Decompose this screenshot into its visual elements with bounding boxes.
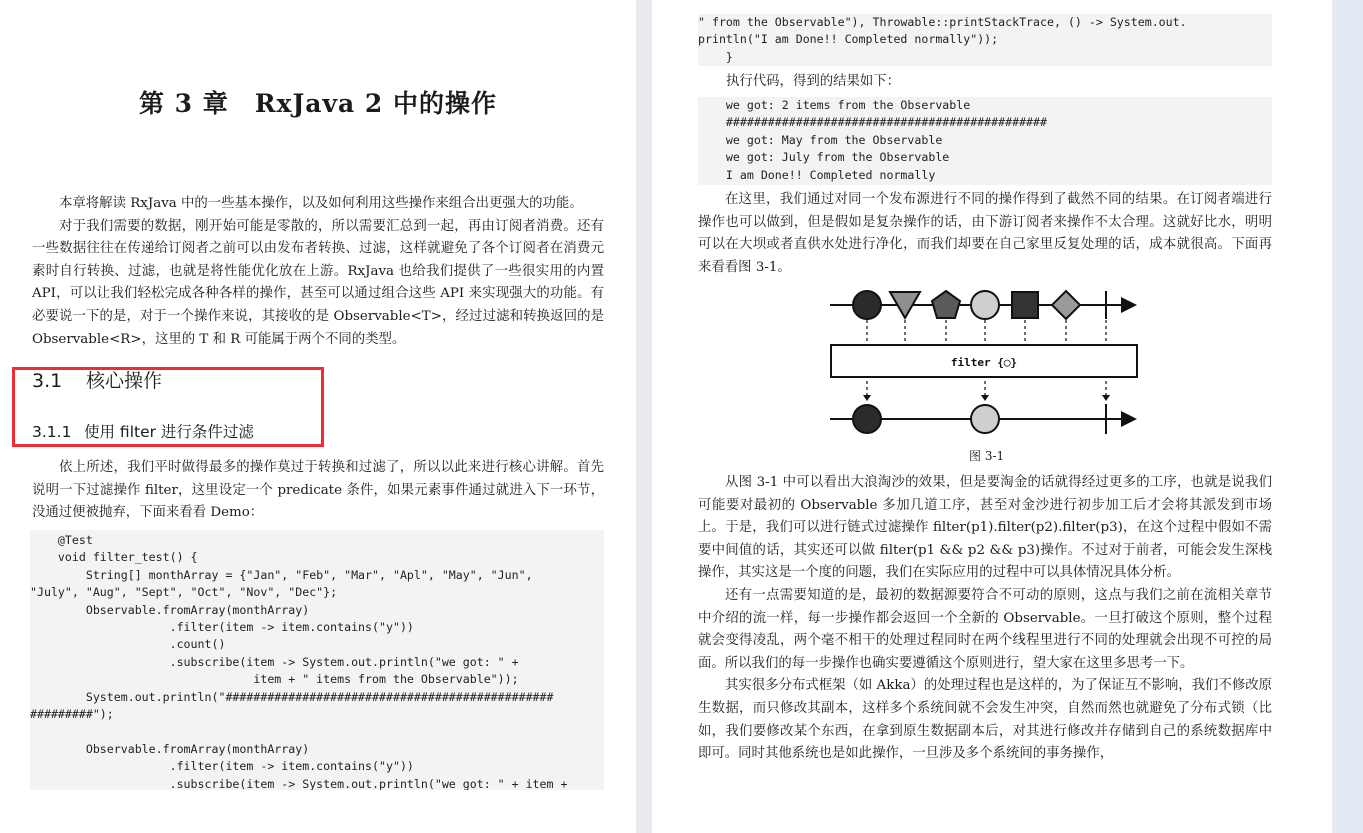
marble-pentagon bbox=[932, 291, 960, 318]
output-block: we got: 2 items from the Observable ############################################## we got: May from the Observable we got: July from the Observable I am Done!! Completed normally bbox=[698, 97, 1272, 185]
marble-dark-circle bbox=[853, 291, 881, 319]
marble-square bbox=[1012, 292, 1038, 318]
section-number: 3.1 bbox=[32, 370, 63, 392]
highlight-annotation-box bbox=[12, 367, 324, 447]
viewer-right-sidebar bbox=[1332, 0, 1363, 833]
output-marble-light-circle bbox=[971, 405, 999, 433]
paragraph-2: 从图 3-1 中可以看出大浪淘沙的效果，但是要淘金的话就得经过更多的工序，也就是说我们可能要对最初的 Observable 多加几道工序，甚至对金沙进行初步加工后才会将其派发到市场上。于是，我们可以进行链式过滤操作 filter(p1).filter(p2).filter(p3)，在这个过程中假如不需要中间值的话，其实还可以做 filter(p1 && p2 && p3)操作。不过对于前者，可能会发生深栈操作，其实这是一个度的问题，我们在实际应用的过程中可以具体情况具体分析。 bbox=[698, 475, 1272, 581]
run-label: 执行代码，得到的结果如下： bbox=[726, 74, 901, 89]
body-paragraphs bbox=[698, 472, 1272, 766]
paragraph-1-text: 在这里，我们通过对同一个发布源进行不同的操作得到了截然不同的结果。在订阅者端进行操作也可以做到，但是假如是复杂操作的话，由下游订阅者来操作不太合理。这就好比水，明明可以在大坝或者直供水处进行净化，而我们却要在自己家里反复处理的话，成本就很高。下面再来看看图 3-1。 bbox=[698, 192, 1272, 275]
chapter-title: 第 3 章 RxJava 2 中的操作 bbox=[138, 89, 498, 118]
intro-paragraph-2: 对于我们需要的数据，刚开始可能是零散的，所以需要汇总到一起，再由订阅者消费。还有一些数据往往在传递给订阅者之前可以由发布者转换、过滤，这样就避免了各个订阅者在消费元素时自行转换、过滤，也就是将性能优化放在上游。RxJava 也给我们提供了一些很实用的内置 API，可以让我们轻松完成各种各样的操作，甚至可以通过组合这些 API 来实现强大的功能。有必要说一下的是，对于一个操作来说，其接收的是 Observable<T>，经过过滤和转换返回的是 Observable<R>，这里的 T 和 R 可能属于两个不同的类型。 bbox=[32, 218, 604, 347]
filter-intro-paragraph bbox=[32, 457, 604, 525]
output-marble-dark-circle bbox=[853, 405, 881, 433]
figure-3-1-marble-diagram bbox=[830, 287, 1140, 442]
code-block-continued: " from the Observable"), Throwable::printStackTrace, () -> System.out. println("I am Done!! Completed normally")); } bbox=[698, 14, 1272, 66]
filter-operator-label: filter {◯} bbox=[950, 356, 1018, 369]
paragraph-3: 还有一点需要知道的是，最初的数据源要符合不可动的原则，这点与我们之前在流相关章节中介绍的流一样，每一步操作都会返回一个全新的 Observable。一旦打破这个原则，整个过程就会变得凌乱，两个毫不相干的处理过程同时在两个线程里进行不同的处理就会出现不可控的局面。所以我们的每一步操作也确实要遵循这个原则进行，望大家在这里多思考一下。 bbox=[698, 587, 1272, 671]
section-title: 核心操作 bbox=[86, 370, 163, 392]
marble-diamond bbox=[1052, 291, 1080, 319]
page-gutter bbox=[636, 0, 652, 833]
code-block-filter-test: @Test void filter_test() { String[] monthArray = {"Jan", "Feb", "Mar", "Apl", "May", "Jun", "July", "Aug", "Sept", "Oct", "Nov", "Dec"}; Observable.fromArray(monthArray) .filter(item -> item.contains("y")) .count() .subscribe(item -> System.out.println("we got: " + item + " items from the Observable")); System.out.println("############################################### #########"); Observable.fromArray(monthArray) .filter(item -> item.contains("y")) .subscribe(item -> System.out.println("we got: " + item + bbox=[30, 530, 604, 790]
section-number: 3.1.1 bbox=[32, 423, 72, 441]
section-title: 使用 filter 进行条件过滤 bbox=[84, 423, 254, 441]
left-page bbox=[0, 0, 636, 833]
paragraph-4: 其实很多分布式框架（如 Akka）的处理过程也是这样的，为了保证互不影响，我们不修改原生数据，而只修改其副本，这样多个系统间就不会发生冲突，自然而然也就避免了分布式锁（比如，我们要修改某个东西，在拿到原生数据副本后，对其进行修改并存储到自己的系统数据库中即可。同时其他系统也是如此操作，一旦涉及多个系统间的事务操作， bbox=[698, 678, 1272, 762]
figure-caption: 图 3-1 bbox=[969, 449, 1005, 463]
paragraph-1 bbox=[698, 189, 1272, 279]
marble-light-circle bbox=[971, 291, 999, 319]
intro-paragraph-1: 本章将解读 RxJava 中的一些基本操作，以及如何利用这些操作来组合出更强大的功能。 bbox=[59, 196, 583, 211]
intro-text bbox=[32, 193, 604, 351]
filter-paragraph: 依上所述，我们平时做得最多的操作莫过于转换和过滤了，所以以此来进行核心讲解。首先说明一下过滤操作 filter，这里设定一个 predicate 条件，如果元素事件通过就进入下一环节，没通过便被抛弃，下面来看看 Demo： bbox=[32, 460, 604, 521]
